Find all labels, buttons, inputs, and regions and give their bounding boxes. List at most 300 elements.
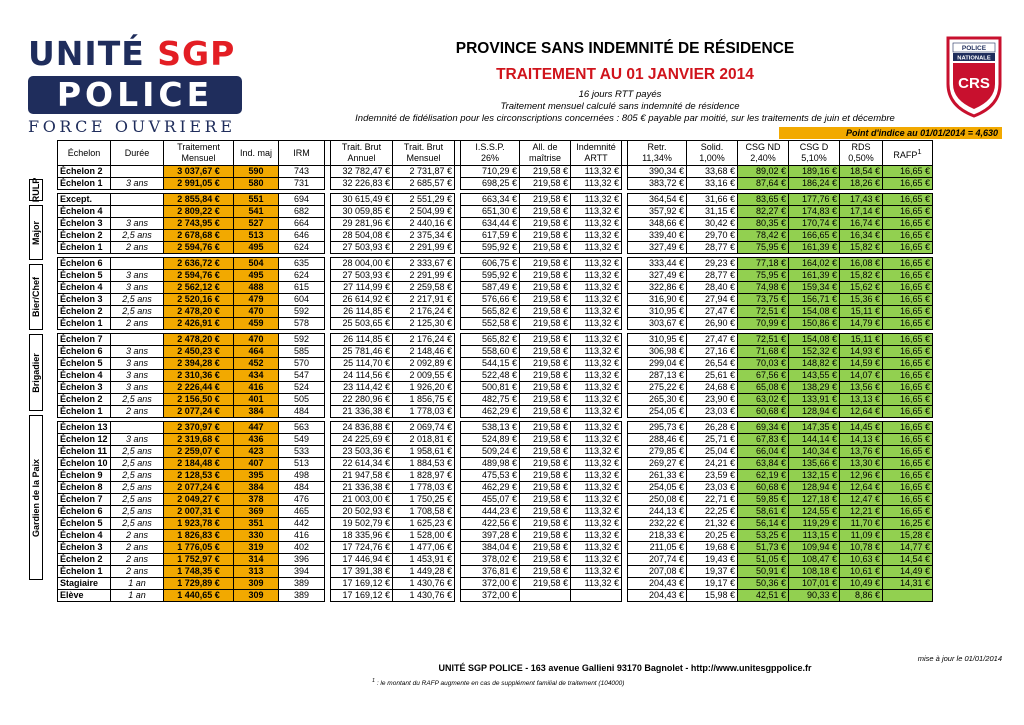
table-row [58, 482, 933, 494]
table-cell [883, 590, 933, 602]
table-cell: 2 ans [111, 406, 164, 418]
table-cell: Elève [58, 590, 111, 602]
table-cell: 219,58 € [520, 194, 571, 206]
table-cell: Échelon 4 [58, 370, 111, 382]
table-cell: Échelon 2 [58, 394, 111, 406]
col-rafp-label: RAFP [893, 149, 918, 160]
table-cell: Échelon 3 [58, 542, 111, 554]
table-cell: 624 [279, 270, 325, 282]
table-cell: 108,18 € [789, 566, 840, 578]
table-cell: 150,86 € [789, 318, 840, 330]
table-cell: 2 ans [111, 318, 164, 330]
table-cell: 2 394,28 € [164, 358, 234, 370]
table-cell: 587,49 € [461, 282, 520, 294]
table-cell: 113,32 € [571, 306, 622, 318]
table-cell: 27,47 € [687, 334, 738, 346]
table-cell: 22,25 € [687, 506, 738, 518]
table-cell: 21 336,38 € [331, 406, 393, 418]
table-cell: 275,22 € [628, 382, 687, 394]
table-cell: Échelon 8 [58, 482, 111, 494]
table-row [58, 370, 933, 382]
table-cell: 219,58 € [520, 206, 571, 218]
table-cell: 27,16 € [687, 346, 738, 358]
table-cell: 2,5 ans [111, 294, 164, 306]
table-cell: 219,58 € [520, 434, 571, 446]
table-cell: 19,17 € [687, 578, 738, 590]
table-cell: 389 [279, 590, 325, 602]
table-cell: 299,04 € [628, 358, 687, 370]
table-cell: 13,30 € [840, 458, 883, 470]
table-cell: 2 ans [111, 530, 164, 542]
table-cell: 113,32 € [571, 318, 622, 330]
table-cell: 397,28 € [461, 530, 520, 542]
table-row [58, 394, 933, 406]
col-csg-nd-rate: 2,40% [750, 153, 776, 163]
table-cell: 3 ans [111, 382, 164, 394]
table-cell: 1 828,97 € [393, 470, 455, 482]
table-row [58, 270, 933, 282]
table-cell: 16,65 € [883, 294, 933, 306]
table-row [58, 318, 933, 330]
table-cell: 16,65 € [883, 230, 933, 242]
footnote-text: : le montant du RAFP augmente en cas de supplément familial de traitement (104000) [375, 680, 625, 688]
table-cell: 590 [234, 166, 279, 178]
table-cell: 124,55 € [789, 506, 840, 518]
table-cell: 452 [234, 358, 279, 370]
table-cell: 2 148,46 € [393, 346, 455, 358]
table-cell: 21,32 € [687, 518, 738, 530]
table-cell: 27,94 € [687, 294, 738, 306]
table-cell: 484 [279, 482, 325, 494]
table-cell: 1 884,53 € [393, 458, 455, 470]
table-cell: 24,68 € [687, 382, 738, 394]
table-cell: Échelon 7 [58, 334, 111, 346]
table-cell: 498 [279, 470, 325, 482]
table-cell: 2,5 ans [111, 230, 164, 242]
table-cell: 2 009,55 € [393, 370, 455, 382]
table-cell: 2 678,68 € [164, 230, 234, 242]
col-irm: IRM [279, 141, 325, 166]
table-cell: 250,08 € [628, 494, 687, 506]
table-row [58, 590, 933, 602]
table-cell: 113,32 € [571, 382, 622, 394]
table-cell: 2,5 ans [111, 494, 164, 506]
table-cell: 14,49 € [883, 566, 933, 578]
table-cell: 416 [234, 382, 279, 394]
table-cell: 635 [279, 258, 325, 270]
table-cell: 67,56 € [738, 370, 789, 382]
table-cell: 1 453,91 € [393, 554, 455, 566]
table-row [58, 578, 933, 590]
table-cell: 595,92 € [461, 242, 520, 254]
table-cell: 310,95 € [628, 334, 687, 346]
table-row [58, 382, 933, 394]
table-cell: 16,65 € [883, 282, 933, 294]
col-rafp [883, 141, 933, 166]
table-cell: 17,14 € [840, 206, 883, 218]
table-cell: Échelon 4 [58, 206, 111, 218]
table-cell: 1 729,89 € [164, 578, 234, 590]
table-cell: 2 007,31 € [164, 506, 234, 518]
table-cell: 495 [234, 242, 279, 254]
table-cell: 295,73 € [628, 422, 687, 434]
col-rds [840, 141, 883, 166]
table-cell: 2 594,76 € [164, 242, 234, 254]
table-cell: 113,32 € [571, 294, 622, 306]
table-cell: 470 [234, 306, 279, 318]
table-cell: 32 226,83 € [331, 178, 393, 190]
table-cell: 606,75 € [461, 258, 520, 270]
table-cell: 464 [234, 346, 279, 358]
table-cell: 1 750,25 € [393, 494, 455, 506]
table-cell: 2 991,05 € [164, 178, 234, 190]
table-cell: 50,91 € [738, 566, 789, 578]
table-cell: 710,29 € [461, 166, 520, 178]
table-cell: 16,65 € [883, 242, 933, 254]
table-cell: 2 333,67 € [393, 258, 455, 270]
group-label [29, 264, 43, 330]
table-cell: 2,5 ans [111, 470, 164, 482]
table-cell: 2,5 ans [111, 458, 164, 470]
table-cell: 189,16 € [789, 166, 840, 178]
table-cell: 570 [279, 358, 325, 370]
table-cell: 459 [234, 318, 279, 330]
table-cell: 378,02 € [461, 554, 520, 566]
table-cell: 138,29 € [789, 382, 840, 394]
table-cell: 663,34 € [461, 194, 520, 206]
col-issp-label: I.S.S.P. [475, 142, 505, 152]
table-cell: 24,21 € [687, 458, 738, 470]
table-cell: 15,11 € [840, 306, 883, 318]
group-label [29, 205, 43, 260]
table-row [58, 218, 933, 230]
table-cell: 423 [234, 446, 279, 458]
table-cell: Échelon 5 [58, 518, 111, 530]
table-cell: 13,13 € [840, 394, 883, 406]
table-cell: 1 708,58 € [393, 506, 455, 518]
table-cell: 219,58 € [520, 482, 571, 494]
table-cell: 15,11 € [840, 334, 883, 346]
table-row [58, 346, 933, 358]
table-cell: 743 [279, 166, 325, 178]
table-cell: 78,42 € [738, 230, 789, 242]
group-label [29, 179, 43, 201]
table-cell: 20 502,93 € [331, 506, 393, 518]
table-cell: 369 [234, 506, 279, 518]
table-cell: 219,58 € [520, 346, 571, 358]
table-cell: 407 [234, 458, 279, 470]
table-cell: 604 [279, 294, 325, 306]
table-cell: 244,13 € [628, 506, 687, 518]
table-cell: 462,29 € [461, 406, 520, 418]
table-cell: 16,65 € [883, 166, 933, 178]
table-cell: Échelon 13 [58, 422, 111, 434]
table-cell: 524,89 € [461, 434, 520, 446]
table-cell: 2 743,95 € [164, 218, 234, 230]
table-cell: 113,32 € [571, 482, 622, 494]
salary-table [57, 140, 933, 602]
table-cell: 16,65 € [883, 218, 933, 230]
table-cell: 565,82 € [461, 334, 520, 346]
table-cell: 23,03 € [687, 406, 738, 418]
note-traitement: Traitement mensuel calculé sans indemnité de résidence [500, 101, 740, 112]
table-cell: 51,73 € [738, 542, 789, 554]
table-cell: 17 169,12 € [331, 590, 393, 602]
table-cell: 12,21 € [840, 506, 883, 518]
table-cell: 558,60 € [461, 346, 520, 358]
table-cell: Échelon 1 [58, 406, 111, 418]
table-cell: 2 319,68 € [164, 434, 234, 446]
table-cell: 3 ans [111, 370, 164, 382]
table-cell: 50,36 € [738, 578, 789, 590]
table-cell: 23 503,36 € [331, 446, 393, 458]
table-cell: 211,05 € [628, 542, 687, 554]
table-cell: 316,90 € [628, 294, 687, 306]
table-cell: 357,92 € [628, 206, 687, 218]
table-cell: 16,65 € [883, 370, 933, 382]
table-cell: 70,99 € [738, 318, 789, 330]
table-cell: 310,95 € [628, 306, 687, 318]
table-cell: 2 226,44 € [164, 382, 234, 394]
table-cell: 330 [234, 530, 279, 542]
table-cell: 19,37 € [687, 566, 738, 578]
table-cell: 544,15 € [461, 358, 520, 370]
table-cell: 513 [234, 230, 279, 242]
table-cell: 383,72 € [628, 178, 687, 190]
table-cell: 442 [279, 518, 325, 530]
table-cell: 1 856,75 € [393, 394, 455, 406]
col-csg-d-rate: 5,10% [801, 153, 827, 163]
table-cell: 287,13 € [628, 370, 687, 382]
col-issp-rate: 26% [480, 153, 499, 163]
table-cell: 513 [279, 458, 325, 470]
table-cell [111, 166, 164, 178]
table-cell: 144,14 € [789, 434, 840, 446]
group-label-text: Brigadier [31, 352, 41, 393]
table-cell: 14,45 € [840, 422, 883, 434]
table-cell: 624 [279, 242, 325, 254]
table-cell: 455,07 € [461, 494, 520, 506]
table-cell: 482,75 € [461, 394, 520, 406]
table-cell: 113,32 € [571, 206, 622, 218]
table-cell: 327,49 € [628, 270, 687, 282]
table-cell: 113,32 € [571, 542, 622, 554]
table-cell: 166,65 € [789, 230, 840, 242]
table-cell: 592 [279, 334, 325, 346]
table-cell: 18 335,96 € [331, 530, 393, 542]
table-cell: 288,46 € [628, 434, 687, 446]
table-cell: 113,32 € [571, 470, 622, 482]
table-cell: 533 [279, 446, 325, 458]
table-cell: 219,58 € [520, 370, 571, 382]
table-cell: Échelon 12 [58, 434, 111, 446]
table-cell: 2 809,22 € [164, 206, 234, 218]
footnote-sup: 1 [372, 678, 376, 684]
table-cell: 135,66 € [789, 458, 840, 470]
table-cell: 396 [279, 554, 325, 566]
table-cell: 16,65 € [883, 258, 933, 270]
point-indice-banner: Point d'indice au 01/01/2014 = 4,630 [779, 127, 1002, 139]
table-cell: 218,33 € [628, 530, 687, 542]
table-cell: 32 782,47 € [331, 166, 393, 178]
table-cell: 2 ans [111, 554, 164, 566]
table-cell: 2 375,34 € [393, 230, 455, 242]
table-cell: 384 [234, 406, 279, 418]
table-cell: 164,02 € [789, 258, 840, 270]
table-cell: 107,01 € [789, 578, 840, 590]
col-indemnite-artt: Indemnité ARTT [571, 141, 622, 166]
table-cell: 16,65 € [883, 382, 933, 394]
table-cell: 2 217,91 € [393, 294, 455, 306]
table-cell: 10,63 € [840, 554, 883, 566]
table-cell: 232,22 € [628, 518, 687, 530]
group-label-text: Gardien de la Paix [31, 458, 41, 537]
col-issp [461, 141, 520, 166]
table-cell: 219,58 € [520, 178, 571, 190]
table-row [58, 206, 933, 218]
table-cell: 29 281,96 € [331, 218, 393, 230]
table-row [58, 178, 933, 190]
table-cell: 17 446,94 € [331, 554, 393, 566]
col-ind-maj: Ind. maj [234, 141, 279, 166]
table-cell: Échelon 9 [58, 470, 111, 482]
table-cell: 384 [234, 482, 279, 494]
table-cell: 80,35 € [738, 218, 789, 230]
table-cell: 11,70 € [840, 518, 883, 530]
table-cell: Échelon 3 [58, 382, 111, 394]
table-cell: Échelon 6 [58, 346, 111, 358]
table-cell: 634,44 € [461, 218, 520, 230]
table-cell: 16,65 € [883, 422, 933, 434]
table-cell: 489,98 € [461, 458, 520, 470]
col-rds-label: RDS [851, 142, 871, 152]
table-cell: 113,32 € [571, 242, 622, 254]
table-cell: 1 440,65 € [164, 590, 234, 602]
table-row [58, 230, 933, 242]
table-cell: 16,65 € [883, 394, 933, 406]
table-cell: 113,32 € [571, 194, 622, 206]
table-cell: Échelon 1 [58, 242, 111, 254]
table-cell: 395 [234, 470, 279, 482]
table-cell: 219,58 € [520, 578, 571, 590]
table-row [58, 458, 933, 470]
table-cell: 21 003,00 € [331, 494, 393, 506]
table-cell: 113,32 € [571, 258, 622, 270]
table-cell: 51,05 € [738, 554, 789, 566]
table-cell: 219,58 € [520, 506, 571, 518]
table-cell: 16,65 € [883, 482, 933, 494]
table-cell: Échelon 1 [58, 178, 111, 190]
table-cell: 476 [279, 494, 325, 506]
table-cell: 322,86 € [628, 282, 687, 294]
table-cell: 15,62 € [840, 282, 883, 294]
table-cell: 63,02 € [738, 394, 789, 406]
table-cell: 113,32 € [571, 394, 622, 406]
note-rtt: 16 jours RTT payés [578, 89, 662, 100]
table-cell: 2 478,20 € [164, 334, 234, 346]
table-cell: 58,61 € [738, 506, 789, 518]
table-cell: 15,98 € [687, 590, 738, 602]
table-cell: Échelon 6 [58, 506, 111, 518]
table-cell: 1 752,97 € [164, 554, 234, 566]
table-cell: 219,58 € [520, 382, 571, 394]
logo-line-1 [28, 36, 235, 72]
table-body [58, 166, 933, 602]
table-cell: 2 176,24 € [393, 306, 455, 318]
table-cell: 12,96 € [840, 470, 883, 482]
table-cell: 12,47 € [840, 494, 883, 506]
table-header [58, 141, 933, 166]
table-cell: 16,65 € [883, 446, 933, 458]
table-cell: 219,58 € [520, 458, 571, 470]
unite-sgp-police-logo [28, 36, 243, 134]
table-cell: 67,83 € [738, 434, 789, 446]
table-cell: 313 [234, 566, 279, 578]
table-cell [111, 206, 164, 218]
table-cell: 309 [234, 578, 279, 590]
table-cell [571, 590, 622, 602]
table-cell: 585 [279, 346, 325, 358]
table-cell: 2 562,12 € [164, 282, 234, 294]
table-cell: 174,83 € [789, 206, 840, 218]
table-cell [111, 422, 164, 434]
table-cell: 59,85 € [738, 494, 789, 506]
table-cell: 2 504,99 € [393, 206, 455, 218]
table-cell: 16,65 € [883, 358, 933, 370]
table-cell [520, 590, 571, 602]
table-cell: 402 [279, 542, 325, 554]
table-cell: 29,70 € [687, 230, 738, 242]
table-cell: 113,32 € [571, 334, 622, 346]
table-cell: 16,08 € [840, 258, 883, 270]
table-cell: 16,65 € [883, 346, 933, 358]
table-row [58, 306, 933, 318]
table-cell: 1 528,00 € [393, 530, 455, 542]
table-cell: 31,15 € [687, 206, 738, 218]
table-cell: 646 [279, 230, 325, 242]
table-cell: 10,49 € [840, 578, 883, 590]
table-cell: 113,32 € [571, 178, 622, 190]
table-cell: 204,43 € [628, 578, 687, 590]
table-cell: 22 280,96 € [331, 394, 393, 406]
table-cell: 390,34 € [628, 166, 687, 178]
table-cell: 465 [279, 506, 325, 518]
table-cell: 82,27 € [738, 206, 789, 218]
table-cell: 2 370,97 € [164, 422, 234, 434]
table-cell: 16,65 € [883, 506, 933, 518]
table-cell: 22,71 € [687, 494, 738, 506]
table-cell: Échelon 2 [58, 554, 111, 566]
table-cell: 2 440,16 € [393, 218, 455, 230]
table-cell: 71,68 € [738, 346, 789, 358]
table-cell: 1 776,05 € [164, 542, 234, 554]
table-cell: 436 [234, 434, 279, 446]
table-cell: 339,40 € [628, 230, 687, 242]
table-cell: 128,94 € [789, 406, 840, 418]
table-cell: 33,16 € [687, 178, 738, 190]
table-cell: 113,32 € [571, 406, 622, 418]
table-cell: 17 391,38 € [331, 566, 393, 578]
table-cell: 113,32 € [571, 446, 622, 458]
table-cell: 504 [234, 258, 279, 270]
table-cell: 376,81 € [461, 566, 520, 578]
table-cell: 2 551,29 € [393, 194, 455, 206]
table-row [58, 506, 933, 518]
table-cell: 3 037,67 € [164, 166, 234, 178]
table-cell: 219,58 € [520, 394, 571, 406]
table-cell: 538,13 € [461, 422, 520, 434]
table-cell: 279,85 € [628, 446, 687, 458]
